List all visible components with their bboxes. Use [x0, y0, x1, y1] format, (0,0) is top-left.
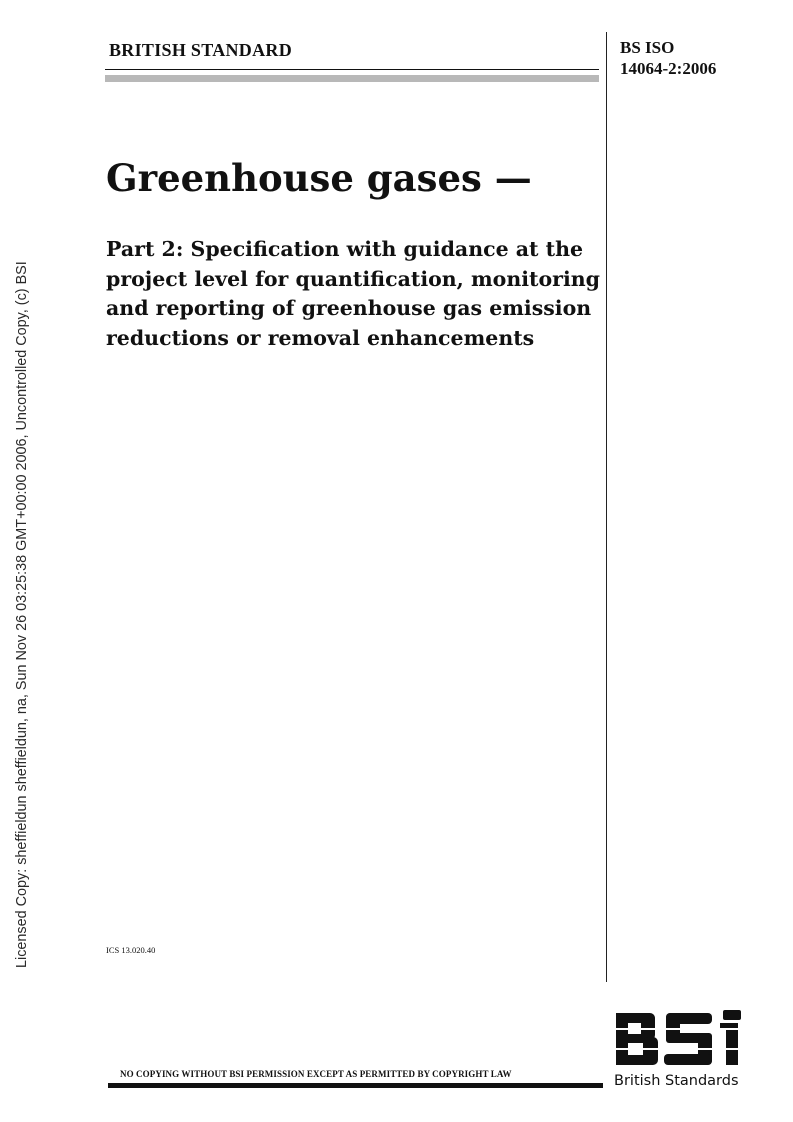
document-subtitle: Part 2: Specification with guidance at the project level for quantification, monitoring and reporting of greenhouse gas emission reductions or removal enhancements — [106, 237, 600, 350]
footer-rule — [108, 1083, 603, 1088]
standard-number — [620, 37, 716, 79]
license-watermark: Licensed Copy: sheffieldun sheffieldun, na, Sun Nov 26 03:25:38 GMT+00:00 2006, Uncontrolled Copy, (c) BSI — [14, 261, 30, 968]
document-type-label: BRITISH STANDARD — [109, 40, 293, 60]
standard-number-line1: BS ISO — [620, 38, 675, 57]
ics-code: ICS 13.020.40 — [106, 945, 156, 955]
header-rule — [105, 69, 599, 70]
bsi-logo-mark — [612, 1007, 758, 1069]
document-title: Greenhouse gases — — [106, 156, 532, 200]
standard-number-line2: 14064-2:2006 — [620, 59, 717, 78]
header-band — [105, 75, 599, 82]
copyright-notice: NO COPYING WITHOUT BSI PERMISSION EXCEPT AS PERMITTED BY COPYRIGHT LAW — [120, 1069, 512, 1079]
column-divider — [606, 32, 607, 982]
bsi-logo-caption: British Standards — [614, 1073, 739, 1089]
